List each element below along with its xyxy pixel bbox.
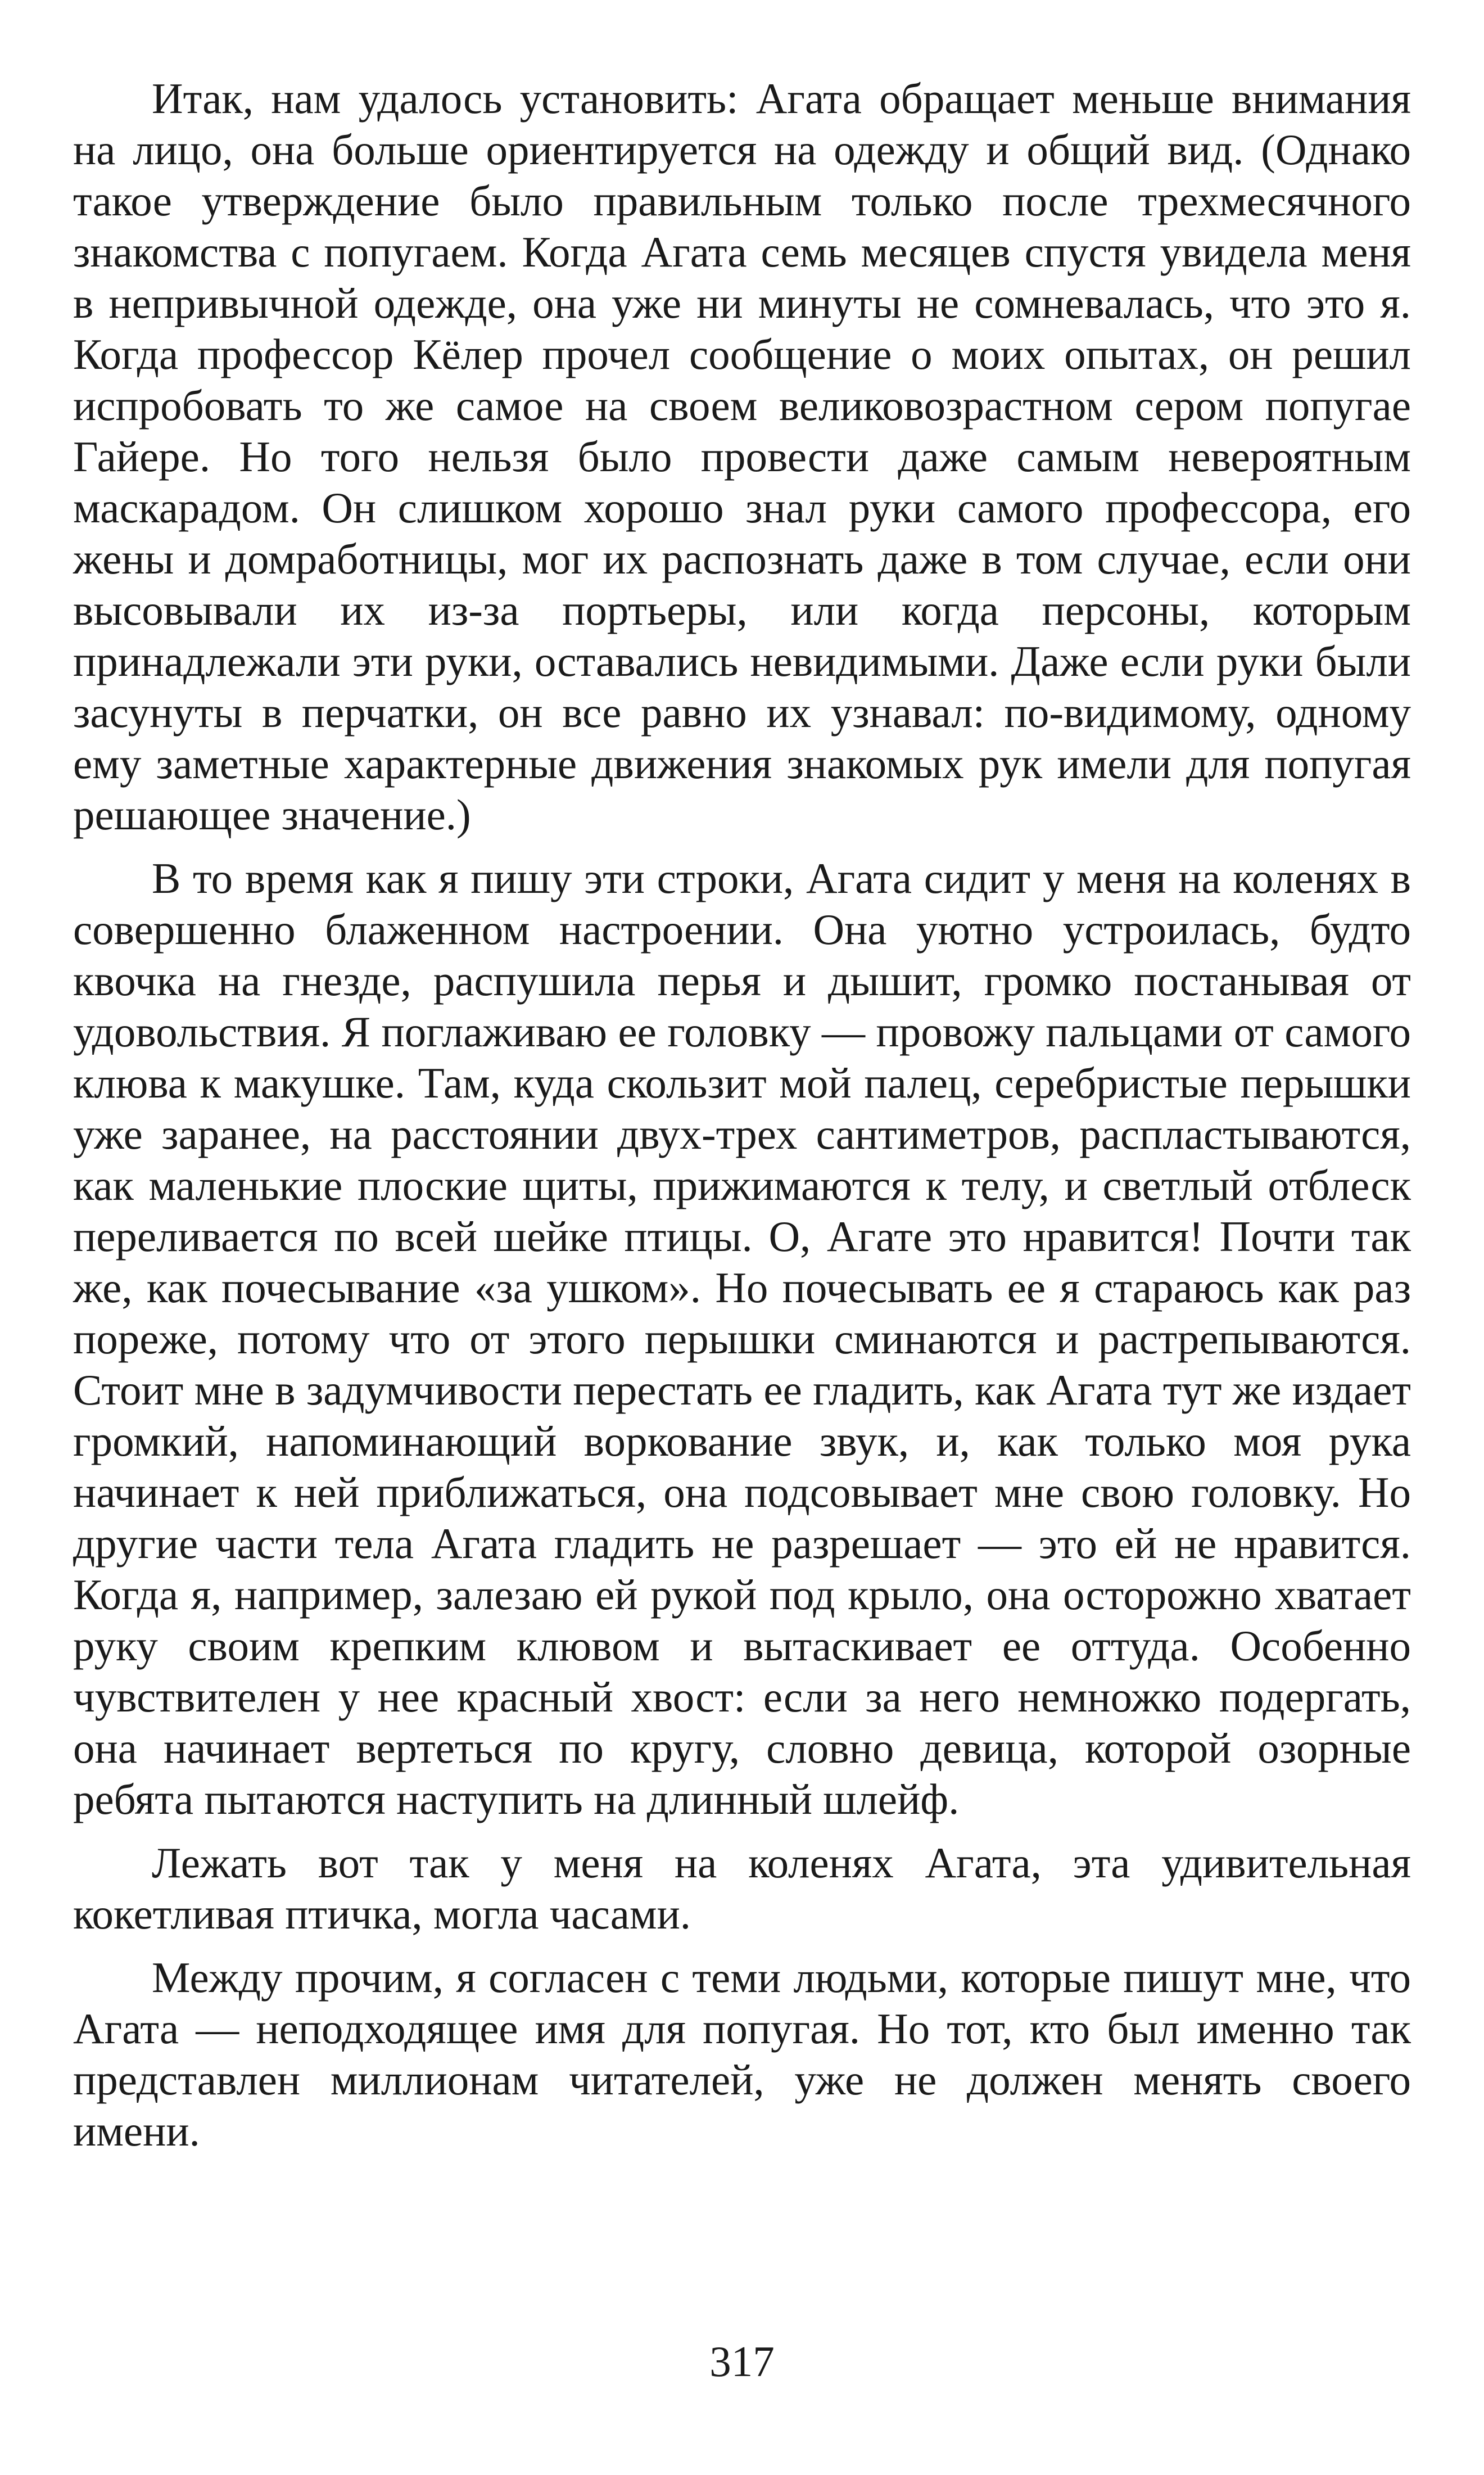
page-number: 317 <box>709 2337 775 2386</box>
paragraph-4: Между прочим, я согласен с теми людьми, которые пишут мне, что Агата — неподходящее имя для попугая. Но тот, кто был именно так представлен миллионам читателей, уже не должен менять своего имени. <box>73 1953 1411 2155</box>
body-text <box>73 73 1411 2157</box>
paragraph-3: Лежать вот так у меня на коленях Агата, эта удивительная кокетливая птичка, могла часами. <box>73 1839 1411 1938</box>
paragraph-1: Итак, нам удалось установить: Агата обращает меньше внимания на лицо, она больше ориентируется на одежду и общий вид. (Однако такое утверждение было правильным только после трехмесячного знакомства с попугаем. Когда Агата семь месяцев спустя увидела меня в непривычной одежде, она уже ни минуты не сомневалась, что это я. Когда профессор Кёлер прочел сообщение о моих опытах, он решил испробовать то же самое на своем великовозрастном сером попугае Гайере. Но того нельзя было провести даже самым невероятным маскарадом. Он слишком хорошо знал руки самого профессора, его жены и домработницы, мог их распознать даже в том случае, если они высовывали их из-за портьеры, или когда персоны, которым принадлежали эти руки, оставались невидимыми. Даже если руки были засунуты в перчатки, он все равно их узнавал: по-видимому, одному ему заметные характерные движения знакомых рук имели для попугая решающее значение.) <box>73 74 1411 839</box>
paragraph-2: В то время как я пишу эти строки, Агата сидит у меня на коленях в совершенно блаженном настроении. Она уютно устроилась, будто квочка на гнезде, распушила перья и дышит, громко постанывая от удовольствия. Я поглаживаю ее головку — провожу пальцами от самого клюва к макушке. Там, куда скользит мой палец, серебристые перышки уже заранее, на расстоянии двух-трех сантиметров, распластываются, как маленькие плоские щиты, прижимаются к телу, и светлый отблеск переливается по всей шейке птицы. О, Агате это нравится! Почти так же, как почесывание «за ушком». Но почесывать ее я стараюсь как раз пореже, потому что от этого перышки сминаются и растрепываются. Стоит мне в задумчивости перестать ее гладить, как Агата тут же издает громкий, напоминающий воркование звук, и, как только моя рука начинает к ней приближаться, она подсовывает мне свою головку. Но другие части тела Агата гладить не разрешает — это ей не нравится. Когда я, например, залезаю ей рукой под крыло, она осторожно хватает руку своим крепким клювом и вытаскивает ее оттуда. Особенно чувствителен у нее красный хвост: если за него немножко подергать, она начинает вертеться по кругу, словно девица, которой озорные ребята пытаются наступить на длинный шлейф. <box>73 854 1411 1823</box>
